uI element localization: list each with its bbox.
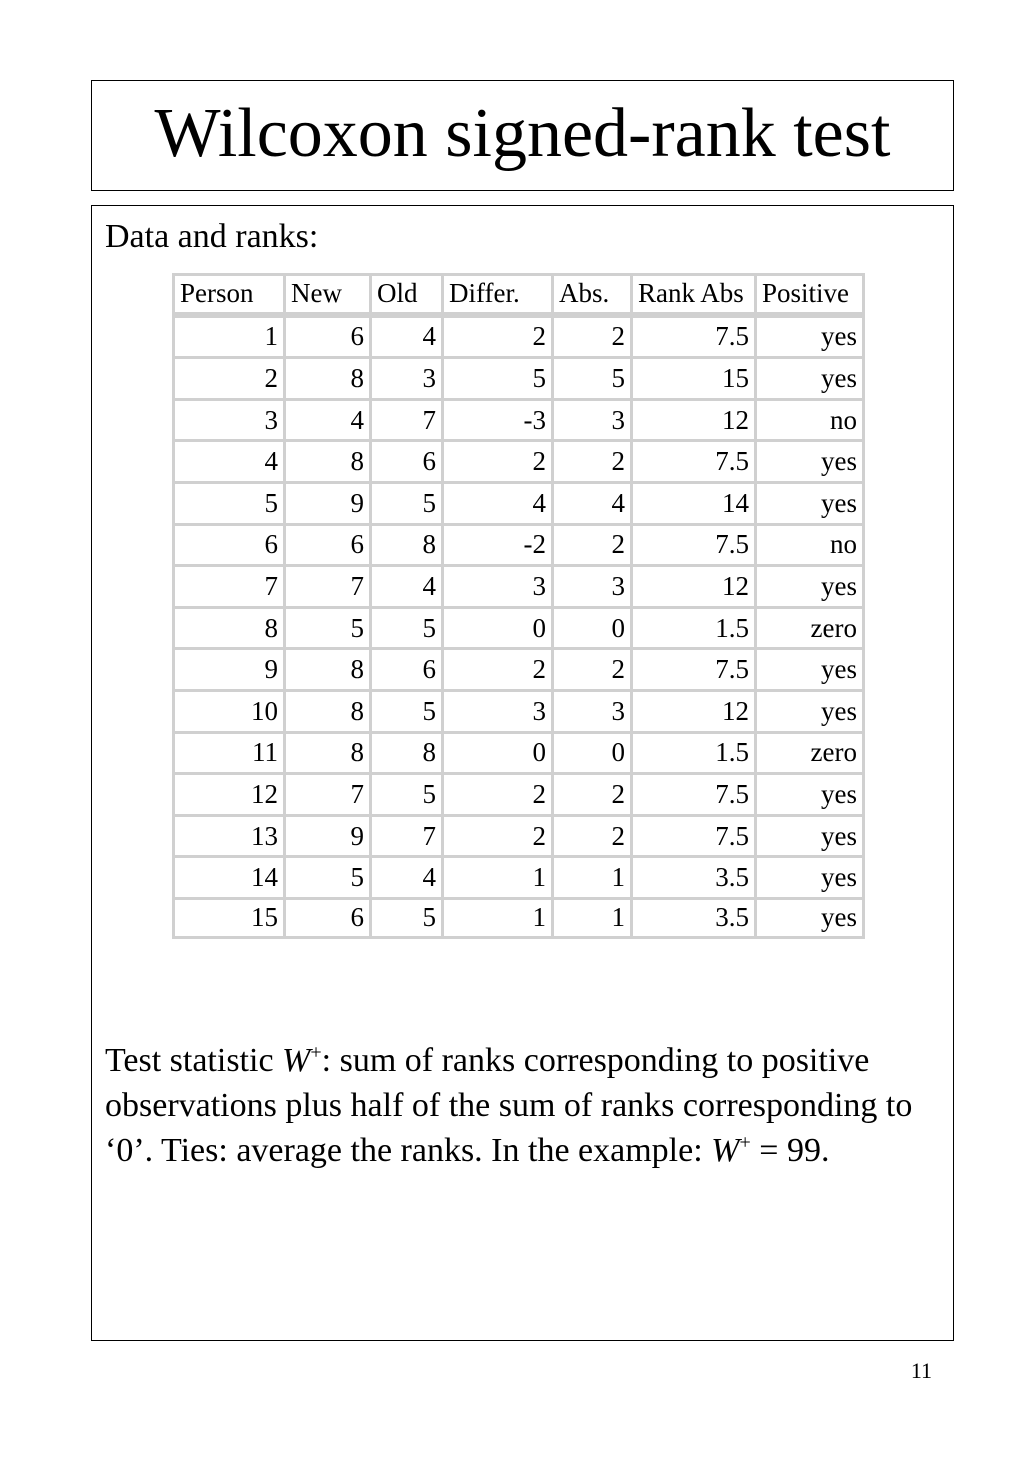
cell-positive: yes	[754, 772, 865, 814]
cell-differ: 5	[441, 356, 551, 398]
explanation-part1: Test statistic	[105, 1042, 283, 1079]
cell-old: 5	[369, 689, 441, 731]
cell-person: 14	[172, 855, 283, 897]
cell-person: 2	[172, 356, 283, 398]
cell-differ: -2	[441, 523, 551, 565]
content-box	[91, 205, 954, 1341]
cell-person: 3	[172, 398, 283, 440]
cell-rank-abs: 14	[630, 481, 754, 523]
cell-positive: no	[754, 398, 865, 440]
header-positive: Positive	[754, 273, 865, 315]
cell-new: 5	[283, 606, 369, 648]
w-superscript: +	[310, 1041, 322, 1064]
cell-person: 5	[172, 481, 283, 523]
cell-positive: yes	[754, 855, 865, 897]
cell-old: 7	[369, 398, 441, 440]
cell-abs: 3	[551, 689, 630, 731]
cell-differ: -3	[441, 398, 551, 440]
cell-positive: yes	[754, 814, 865, 856]
header-rank-abs: Rank Abs	[630, 273, 754, 315]
cell-old: 5	[369, 772, 441, 814]
cell-positive: zero	[754, 731, 865, 773]
cell-new: 8	[283, 356, 369, 398]
cell-new: 6	[283, 897, 369, 939]
cell-positive: yes	[754, 564, 865, 606]
cell-person: 1	[172, 315, 283, 357]
table-row	[172, 606, 865, 648]
w-superscript-example: +	[739, 1131, 751, 1154]
header-differ: Differ.	[441, 273, 551, 315]
cell-positive: no	[754, 523, 865, 565]
cell-rank-abs: 7.5	[630, 439, 754, 481]
cell-differ: 0	[441, 606, 551, 648]
cell-positive: yes	[754, 481, 865, 523]
cell-abs: 5	[551, 356, 630, 398]
cell-abs: 2	[551, 523, 630, 565]
ranks-table	[172, 273, 865, 939]
table-row	[172, 855, 865, 897]
cell-person: 10	[172, 689, 283, 731]
header-old: Old	[369, 273, 441, 315]
cell-person: 13	[172, 814, 283, 856]
cell-new: 9	[283, 814, 369, 856]
header-person: Person	[172, 273, 283, 315]
cell-rank-abs: 3.5	[630, 855, 754, 897]
cell-person: 12	[172, 772, 283, 814]
cell-positive: yes	[754, 897, 865, 939]
cell-abs: 1	[551, 855, 630, 897]
cell-new: 6	[283, 523, 369, 565]
cell-new: 7	[283, 564, 369, 606]
cell-differ: 2	[441, 772, 551, 814]
cell-rank-abs: 12	[630, 398, 754, 440]
cell-person: 7	[172, 564, 283, 606]
page-number: 11	[910, 1358, 932, 1383]
table-row	[172, 439, 865, 481]
cell-old: 5	[369, 481, 441, 523]
cell-new: 8	[283, 647, 369, 689]
cell-differ: 4	[441, 481, 551, 523]
subheading: Data and ranks:	[105, 218, 319, 255]
cell-positive: yes	[754, 315, 865, 357]
cell-rank-abs: 1.5	[630, 606, 754, 648]
cell-abs: 0	[551, 606, 630, 648]
table-header-row	[172, 273, 865, 315]
table-row	[172, 897, 865, 939]
slide-title: Wilcoxon signed-rank test	[154, 94, 891, 172]
table-row	[172, 523, 865, 565]
cell-differ: 2	[441, 814, 551, 856]
cell-new: 9	[283, 481, 369, 523]
cell-rank-abs: 7.5	[630, 772, 754, 814]
explanation-part2: : sum of ranks corresponding to positive observations plus half of the sum of ranks corresponding to ‘0’. Ties: average the ranks. In the example:	[105, 1042, 913, 1169]
cell-abs: 3	[551, 398, 630, 440]
cell-new: 8	[283, 689, 369, 731]
cell-rank-abs: 7.5	[630, 814, 754, 856]
cell-abs: 3	[551, 564, 630, 606]
cell-old: 4	[369, 855, 441, 897]
header-new: New	[283, 273, 369, 315]
cell-rank-abs: 7.5	[630, 523, 754, 565]
cell-person: 11	[172, 731, 283, 773]
cell-rank-abs: 12	[630, 564, 754, 606]
cell-abs: 4	[551, 481, 630, 523]
cell-differ: 1	[441, 855, 551, 897]
cell-old: 6	[369, 647, 441, 689]
table-row	[172, 398, 865, 440]
table-row	[172, 356, 865, 398]
table-row	[172, 564, 865, 606]
table-row	[172, 481, 865, 523]
cell-differ: 2	[441, 439, 551, 481]
cell-rank-abs: 7.5	[630, 647, 754, 689]
table-row	[172, 814, 865, 856]
explanation-text	[105, 1038, 925, 1173]
w-symbol-example: W	[711, 1132, 740, 1169]
cell-rank-abs: 7.5	[630, 315, 754, 357]
cell-rank-abs: 1.5	[630, 731, 754, 773]
table-body	[172, 315, 865, 939]
table-row	[172, 772, 865, 814]
cell-old: 4	[369, 564, 441, 606]
table-row	[172, 647, 865, 689]
cell-person: 4	[172, 439, 283, 481]
cell-old: 3	[369, 356, 441, 398]
cell-new: 4	[283, 398, 369, 440]
cell-rank-abs: 3.5	[630, 897, 754, 939]
cell-rank-abs: 12	[630, 689, 754, 731]
cell-abs: 2	[551, 814, 630, 856]
cell-old: 4	[369, 315, 441, 357]
explanation-part3: = 99.	[750, 1132, 830, 1169]
cell-positive: yes	[754, 439, 865, 481]
cell-differ: 3	[441, 564, 551, 606]
cell-abs: 2	[551, 647, 630, 689]
cell-new: 6	[283, 315, 369, 357]
cell-rank-abs: 15	[630, 356, 754, 398]
cell-person: 15	[172, 897, 283, 939]
cell-differ: 2	[441, 315, 551, 357]
cell-old: 8	[369, 731, 441, 773]
cell-new: 8	[283, 731, 369, 773]
cell-positive: zero	[754, 606, 865, 648]
cell-new: 8	[283, 439, 369, 481]
cell-person: 6	[172, 523, 283, 565]
cell-positive: yes	[754, 647, 865, 689]
cell-abs: 2	[551, 315, 630, 357]
cell-differ: 0	[441, 731, 551, 773]
cell-person: 9	[172, 647, 283, 689]
cell-positive: yes	[754, 356, 865, 398]
cell-abs: 2	[551, 439, 630, 481]
cell-abs: 1	[551, 897, 630, 939]
cell-abs: 0	[551, 731, 630, 773]
table-row	[172, 731, 865, 773]
w-symbol: W	[282, 1042, 311, 1079]
cell-abs: 2	[551, 772, 630, 814]
table-row	[172, 689, 865, 731]
cell-old: 7	[369, 814, 441, 856]
cell-old: 5	[369, 897, 441, 939]
cell-person: 8	[172, 606, 283, 648]
cell-positive: yes	[754, 689, 865, 731]
cell-differ: 3	[441, 689, 551, 731]
cell-old: 5	[369, 606, 441, 648]
header-abs: Abs.	[551, 273, 630, 315]
cell-new: 5	[283, 855, 369, 897]
table-row	[172, 315, 865, 357]
title-box	[91, 80, 954, 191]
cell-old: 8	[369, 523, 441, 565]
cell-differ: 1	[441, 897, 551, 939]
cell-new: 7	[283, 772, 369, 814]
cell-differ: 2	[441, 647, 551, 689]
cell-old: 6	[369, 439, 441, 481]
